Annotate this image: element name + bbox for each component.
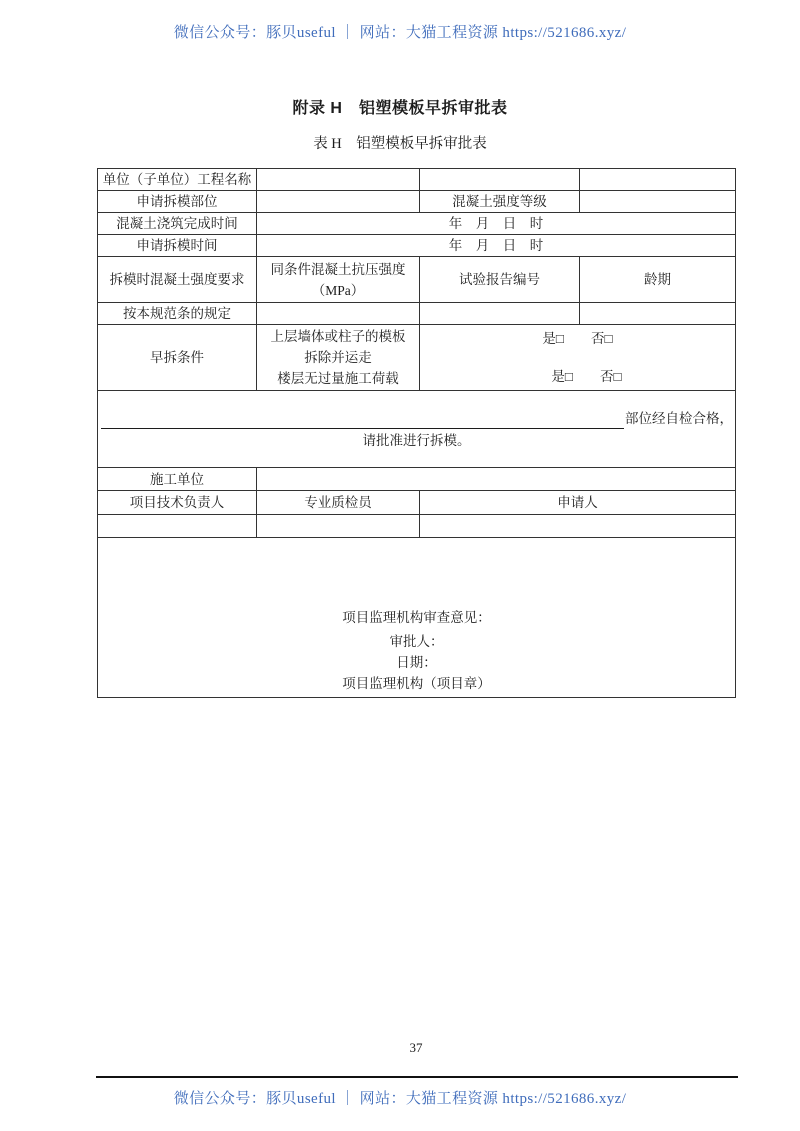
applicant-signature-cell <box>420 515 736 538</box>
header-promo-note: 微信公众号：豚贝useful ｜ 网站：大猫工程资源 https://521686.xyz/ <box>173 25 627 41</box>
condition2-yes-no-checkboxes: 是□ 否□ <box>551 368 622 384</box>
report-no-label: 试验报告编号 <box>420 257 580 303</box>
per-code-value-cell <box>257 303 420 325</box>
request-part-label: 申请拆模部位 <box>98 191 257 213</box>
approver-label: 审批人： <box>389 634 444 649</box>
request-time-row <box>98 235 736 257</box>
footer-promo-note: 微信公众号：豚贝useful ｜ 网站：大猫工程资源 https://521686.xyz/ <box>173 1091 627 1107</box>
constructor-value-cell <box>257 468 736 491</box>
early-removal-conditions-row <box>98 325 736 391</box>
self-check-suffix-text: 部位经自检合格， <box>625 410 733 426</box>
supervision-sign-block <box>98 631 735 694</box>
page-number: 37 <box>409 1040 423 1055</box>
self-check-statement-cell <box>98 391 736 468</box>
early-removal-conditions-cell <box>257 325 420 391</box>
supervision-org-label: 项目监理机构（项目章） <box>342 676 491 691</box>
qc-inspector-label: 专业质检员 <box>257 491 420 515</box>
per-code-age-cell <box>580 303 736 325</box>
request-time-value: 年 月 日 时 <box>257 235 736 257</box>
age-label: 龄期 <box>580 257 736 303</box>
table-caption: 表 H 铝塑模板早拆审批表 <box>313 136 487 152</box>
concrete-grade-label: 混凝土强度等级 <box>420 191 580 213</box>
strength-requirement-label: 拆模时混凝土强度要求 <box>98 257 257 303</box>
project-name-row <box>98 169 736 191</box>
pour-complete-time-row <box>98 213 736 235</box>
approval-form-table <box>97 168 736 698</box>
early-removal-label: 早拆条件 <box>98 325 257 391</box>
per-code-label: 按本规范条的规定 <box>98 303 257 325</box>
fill-in-blank-line <box>101 412 624 429</box>
self-check-statement-row <box>98 391 736 468</box>
supervision-opinion-row <box>98 538 736 698</box>
early-condition2: 楼层无过量施工荷载 <box>277 371 399 386</box>
qc-inspector-signature-cell <box>257 515 420 538</box>
date-label: 日期： <box>396 655 437 670</box>
project-name-value-cell <box>257 169 420 191</box>
request-part-row <box>98 191 736 213</box>
supervision-opinion-label: 项目监理机构审查意见： <box>342 610 491 625</box>
project-name-value-cell3 <box>580 169 736 191</box>
tech-leader-signature-cell <box>98 515 257 538</box>
tech-leader-label: 项目技术负责人 <box>98 491 257 515</box>
strength-method-line2: （MPa） <box>311 282 365 298</box>
yes-no-cell <box>420 325 736 391</box>
strength-method-line1: 同条件混凝土抗压强度 <box>270 261 406 277</box>
applicant-label: 申请人 <box>420 491 736 515</box>
footer-divider-line <box>96 1076 738 1078</box>
strength-method-cell <box>257 257 420 303</box>
appendix-title: 附录 H 铝塑模板早拆审批表 <box>292 100 508 117</box>
project-name-label: 单位（子单位）工程名称 <box>98 169 257 191</box>
approve-request-text: 请批准进行拆模。 <box>362 432 471 448</box>
condition1-yes-no-checkboxes: 是□ 否□ <box>542 330 613 346</box>
per-code-report-cell <box>420 303 580 325</box>
pour-complete-time-label: 混凝土浇筑完成时间 <box>98 213 257 235</box>
early-condition1-line2: 拆除并运走 <box>304 350 372 365</box>
constructor-label: 施工单位 <box>98 468 257 491</box>
strength-requirement-row <box>98 257 736 303</box>
request-part-value-cell <box>257 191 420 213</box>
early-condition1-line1: 上层墙体或柱子的模板 <box>270 329 406 344</box>
request-time-label: 申请拆模时间 <box>98 235 257 257</box>
project-name-value-cell2 <box>420 169 580 191</box>
supervision-opinion-cell <box>98 538 736 698</box>
per-code-row <box>98 303 736 325</box>
signers-signature-row <box>98 515 736 538</box>
pour-complete-time-value: 年 月 日 时 <box>257 213 736 235</box>
concrete-grade-value-cell <box>580 191 736 213</box>
constructor-row <box>98 468 736 491</box>
signers-header-row <box>98 491 736 515</box>
